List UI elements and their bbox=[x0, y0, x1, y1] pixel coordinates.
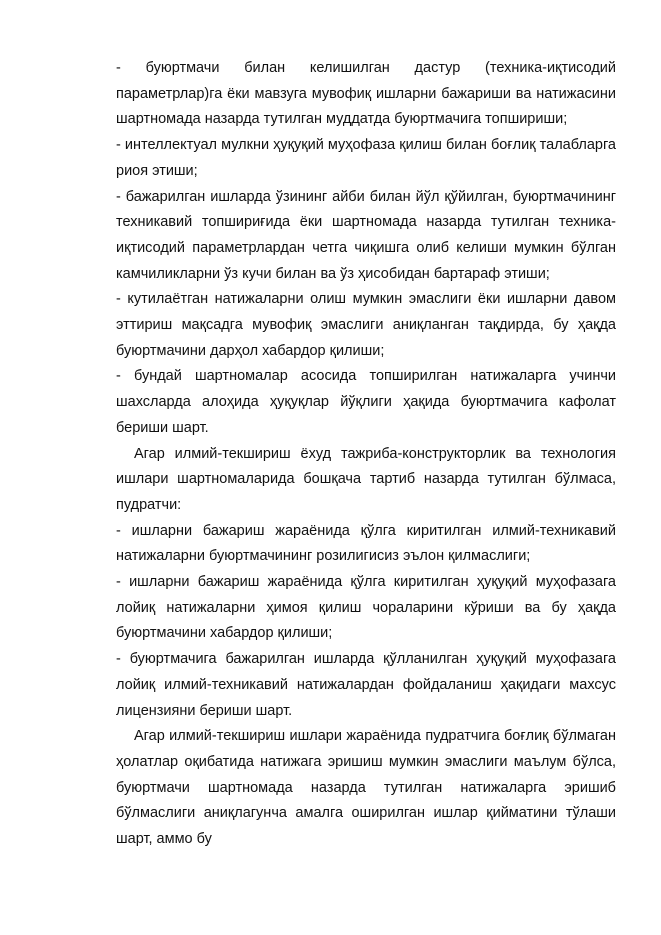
obligation-item-fix-defects: - бажарилган ишларда ўзининг айби билан йўл қўйилган, буюртмачининг техникавий топшириғида ёки шартномада назарда тутилган техника-иқтисодий параметрлардан четга чиқишга олиб келиши мумкин бўлган камчиликларни ўз кучи билан ва ўз ҳисобидан бартараф этиши; bbox=[116, 188, 616, 282]
obligation-item-notify-customer: - кутилаётган натижаларни олиш мумкин эмаслиги ёки ишларни давом эттириш мақсадга мувофиқ эмаслиги аниқланган тақдирда, бу ҳақда буюртмачини дарҳол хабардор қилиши; bbox=[116, 291, 616, 359]
payment-paragraph: Агар илмий-текшириш ишлари жараёнида пудратчига боғлиқ бўлмаган ҳолатлар оқибатида натижага эришиш мумкин эмаслиги маълум бўлса, буюртмачи шартномада назарда тутилган натижаларга эришиб бўлмаслиги аниқлагунча амалга оширилган ишлар қийматини тўлаши шарт, аммо бу bbox=[116, 728, 616, 848]
contractor-intro-paragraph: Агар илмий-текшириш ёхуд тажриба-конструкторлик ва технология ишлари шартномаларида бошқача тартиб назарда тутилган бўлмаса, пудратчи: bbox=[116, 445, 616, 513]
document-page bbox=[116, 56, 616, 853]
contractor-item-no-publication: - ишларни бажариш жараёнида қўлга киритилган илмий-техникавий натижаларни буюртмачининг розилигисиз эълон қилмаслиги; bbox=[116, 522, 616, 565]
obligation-item-third-party-guarantee: - бундай шартномалар асосида топширилган натижаларга учинчи шахсларда алоҳида ҳуқуқлар йўқлиги ҳақида буюртмачига кафолат бериши шарт. bbox=[116, 368, 616, 436]
obligation-item-intellectual-property: - интеллектуал мулкни ҳуқуқий муҳофаза қилиш билан боғлиқ талабларга риоя этиши; bbox=[116, 137, 616, 179]
contractor-item-license: - буюртмачига бажарилган ишларда қўлланилган ҳуқуқий муҳофазага лойиқ илмий-техникавий натижалардан фойдаланиш ҳақидаги махсус лицензияни бериши шарт. bbox=[116, 651, 616, 719]
contractor-item-protect-results: - ишларни бажариш жараёнида қўлга киритилган ҳуқуқий муҳофазага лойиқ натижаларни ҳимоя қилиш чораларини кўриши ва бу ҳақда буюртмачини хабардор қилиши; bbox=[116, 574, 616, 642]
obligation-item-deliver-results: - буюртмачи билан келишилган дастур (техника-иқтисодий параметрлар)га ёки мавзуга мувофиқ ишларни бажариши ва натижасини шартномада назарда тутилган муддатда буюртмачига топшириши; bbox=[116, 60, 616, 128]
